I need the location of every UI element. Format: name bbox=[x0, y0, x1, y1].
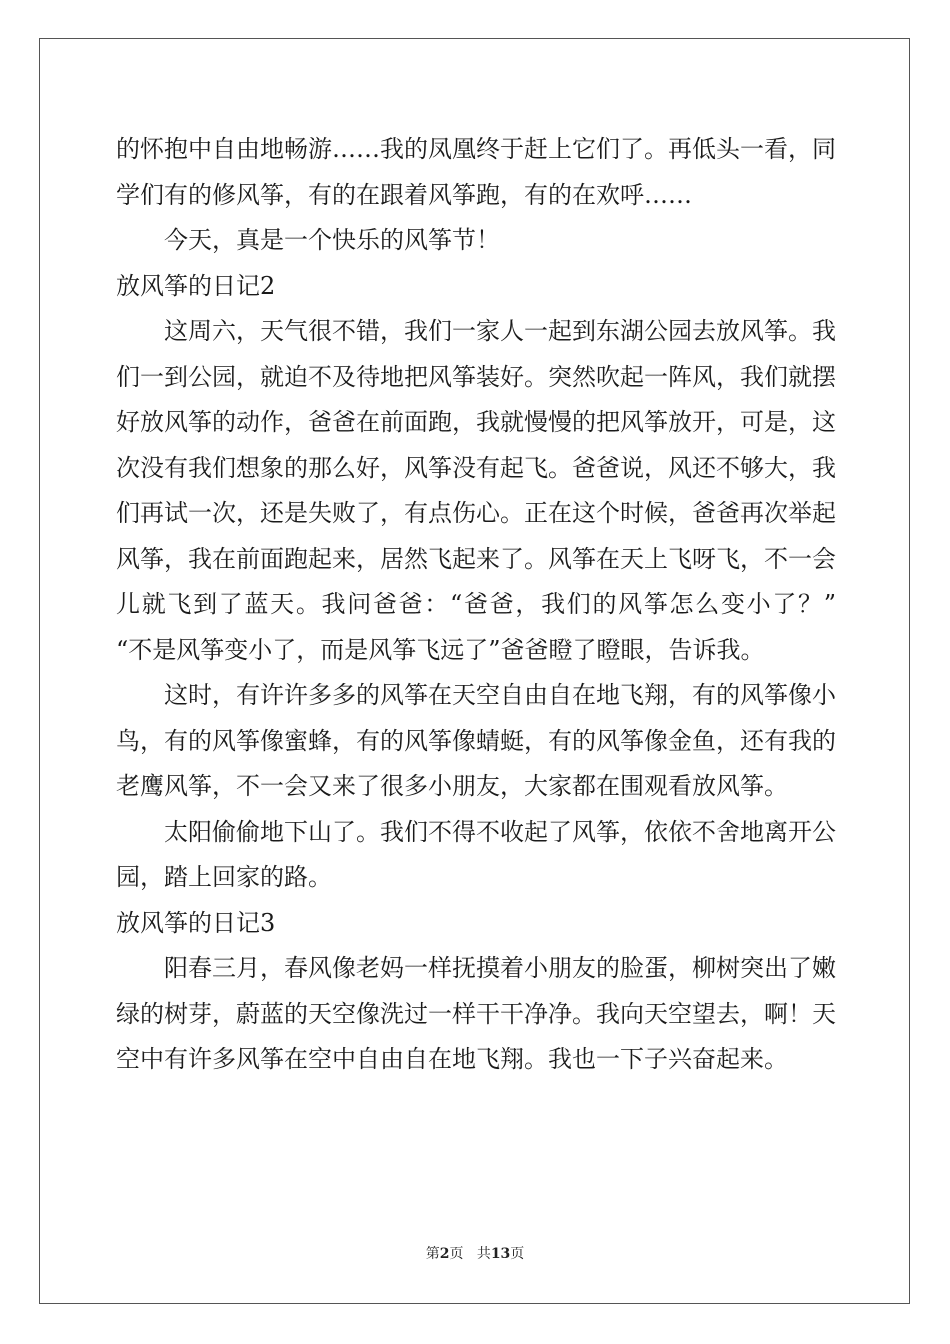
total-pages: 13 bbox=[490, 1246, 511, 1262]
section-heading: 放风筝的日记3 bbox=[116, 908, 276, 937]
text-line: 空中有许多风筝在空中自由自在地飞翔。我也一下子兴奋起来。 bbox=[116, 1045, 788, 1073]
text-line: 老鹰风筝，不一会又来了很多小朋友，大家都在围观看放风筝。 bbox=[116, 772, 788, 800]
text-line: 今天，真是一个快乐的风筝节！ bbox=[164, 226, 500, 254]
text-line: “不是风筝变小了，而是风筝飞远了”爸爸瞪了瞪眼，告诉我。 bbox=[116, 635, 765, 664]
section-heading: 放风筝的日记2 bbox=[116, 271, 276, 300]
total-prefix: 共 bbox=[476, 1246, 491, 1262]
total-suffix: 页 bbox=[510, 1246, 525, 1262]
text-line: 好放风筝的动作，爸爸在前面跑，我就慢慢的把风筝放开，可是，这 bbox=[116, 408, 836, 436]
text-line: 鸟，有的风筝像蜜蜂，有的风筝像蜻蜓，有的风筝像金鱼，还有我的 bbox=[116, 726, 836, 755]
text-line: 们一到公园，就迫不及待地把风筝装好。突然吹起一阵风，我们就摆 bbox=[116, 362, 836, 391]
page-prefix: 第 bbox=[425, 1246, 440, 1262]
text-line: 学们有的修风筝，有的在跟着风筝跑，有的在欢呼…… bbox=[116, 180, 692, 209]
document-body bbox=[116, 127, 836, 1083]
text-line: 太阳偷偷地下山了。我们不得不收起了风筝，依依不舍地离开公 bbox=[164, 817, 836, 846]
text-line: 这周六，天气很不错，我们一家人一起到东湖公园去放风筝。我 bbox=[164, 317, 836, 345]
text-line: 儿就飞到了蓝天。我问爸爸：“爸爸，我们的风筝怎么变小了？” bbox=[116, 590, 836, 618]
text-line: 们再试一次，还是失败了，有点伤心。正在这个时候，爸爸再次举起 bbox=[116, 499, 836, 527]
page-footer bbox=[0, 1243, 950, 1263]
text-line: 的怀抱中自由地畅游……我的凤凰终于赶上它们了。再低头一看，同 bbox=[116, 135, 836, 163]
text-line: 这时，有许许多多的风筝在天空自由自在地飞翔，有的风筝像小 bbox=[164, 681, 836, 709]
text-line: 次没有我们想象的那么好，风筝没有起飞。爸爸说，风还不够大，我 bbox=[116, 453, 836, 482]
page-number: 2 bbox=[439, 1246, 450, 1262]
page-suffix: 页 bbox=[449, 1246, 464, 1262]
text-line: 绿的树芽，蔚蓝的天空像洗过一样干干净净。我向天空望去，啊！天 bbox=[116, 999, 836, 1028]
text-line: 风筝，我在前面跑起来，居然飞起来了。风筝在天上飞呀飞，不一会 bbox=[116, 544, 836, 573]
text-line: 阳春三月，春风像老妈一样抚摸着小朋友的脸蛋，柳树突出了嫩 bbox=[164, 954, 836, 982]
text-line: 园，踏上回家的路。 bbox=[116, 863, 332, 891]
